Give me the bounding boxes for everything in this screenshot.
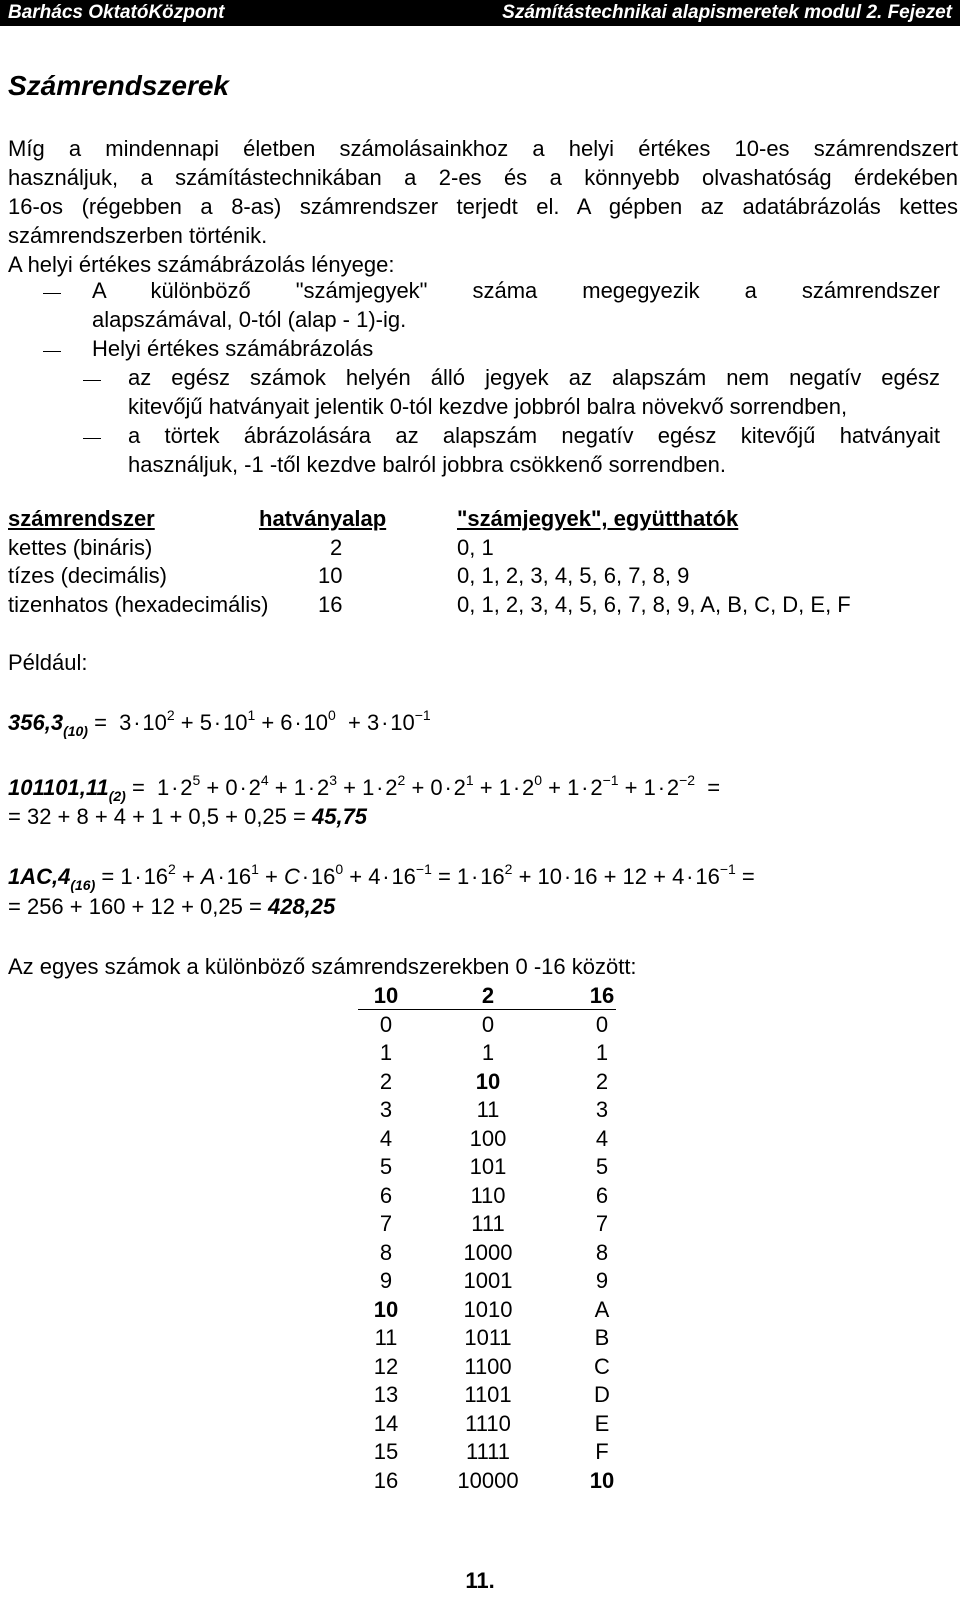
example-2-result-line <box>8 804 367 830</box>
conversion-cell: 1010 <box>463 1296 513 1322</box>
conversion-header-rule <box>358 1009 616 1010</box>
conversion-cell: 12 <box>373 1353 399 1379</box>
example-1-number: 356,3 <box>8 710 64 735</box>
example-1-base: (10) <box>63 723 88 739</box>
example-3-result: 428,25 <box>267 894 336 919</box>
systems-header: számrendszer <box>8 506 155 531</box>
page-header <box>0 0 960 26</box>
bullet-2b-line1: a törtek ábrázolására az alapszám negatív egész kitevőjű hatványait <box>128 423 940 448</box>
conversion-cell: 100 <box>469 1125 507 1151</box>
page-title: Számrendszerek <box>8 70 230 101</box>
conversion-cell: F <box>595 1439 609 1464</box>
conversion-cell: 6 <box>595 1182 609 1208</box>
conversion-cell: 1 <box>595 1040 609 1065</box>
conversion-cell: 14 <box>373 1410 399 1436</box>
conversion-cell: 6 <box>379 1182 393 1208</box>
conversion-cell: 0 <box>379 1011 393 1037</box>
conversion-cell: 1 <box>379 1040 393 1065</box>
systems-cell: 16 <box>318 592 343 617</box>
bullet-dash <box>83 380 101 381</box>
systems-header: "számjegyek", együtthatók <box>457 506 739 531</box>
intro-line: 16-os (régebben a 8-as) számrendszer terjedt el. A gépben az adatábrázolás kettes <box>8 194 958 219</box>
intro-line: használjuk, a számítástechnikában a 2-es és a könnyebb olvashatóság érdekében <box>8 165 958 190</box>
conversion-cell: 0 <box>595 1011 609 1037</box>
conversion-cell: 1 <box>481 1040 495 1065</box>
page-number: 11. <box>465 1568 495 1593</box>
conversion-header: 16 <box>589 983 615 1008</box>
conversion-cell: 1000 <box>463 1239 513 1265</box>
conversion-cell: 10 <box>475 1068 501 1094</box>
intro-paragraph <box>8 134 958 279</box>
conversion-cell: 8 <box>595 1239 609 1265</box>
systems-cell: 10 <box>318 563 343 588</box>
systems-cell: tizenhatos (hexadecimális) <box>8 592 269 617</box>
example-2-result: 45,75 <box>311 804 368 829</box>
conversion-cell: 4 <box>379 1125 393 1151</box>
conversion-cell: 101 <box>469 1154 507 1179</box>
bullet-1-line1: A különböző "számjegyek" száma megegyezik a számrendszer <box>92 278 940 303</box>
intro-line: számrendszerben történik. <box>8 223 268 248</box>
conversion-cell: D <box>594 1382 610 1407</box>
example-3-number: 1AC,4 <box>8 864 71 889</box>
bullet-dash <box>43 293 61 294</box>
conversion-cell: E <box>594 1410 610 1436</box>
intro-line: Míg a mindennapi életben számolásainkhoz a helyi értékes 10-es számrendszert <box>8 136 958 161</box>
conversion-header: 10 <box>373 983 399 1008</box>
systems-cell: 0, 1, 2, 3, 4, 5, 6, 7, 8, 9 <box>457 563 690 588</box>
conversion-cell: 1111 <box>465 1439 511 1464</box>
conversion-cell: A <box>594 1296 610 1322</box>
bullet-1-line2: alapszámával, 0-tól (alap - 1)-ig. <box>92 307 407 332</box>
intro-line: A helyi értékes számábrázolás lényege: <box>8 252 395 277</box>
example-3: $1AC,4_{(16)} = 1$ · $16^2 + A$ · $16^1 + C$ · $16^0 + 4$ · $16^{-1} = 1$ · $16^2 + 10$ · 16 + 12 + 4 · $16^{-1}$ = <box>8 861 755 893</box>
conversion-cell: 15 <box>373 1439 399 1464</box>
conversion-cell: 10 <box>589 1467 615 1493</box>
examples-label: Például: <box>8 650 88 675</box>
example-3-base: (16) <box>70 877 96 893</box>
conversion-cell: 4 <box>595 1125 609 1151</box>
conversion-cell: 7 <box>379 1211 393 1236</box>
conversion-cell: 111 <box>471 1211 505 1236</box>
conversion-cell: 3 <box>595 1097 609 1122</box>
conversion-cell: 13 <box>373 1382 399 1407</box>
example-2-result-prefix: = 32 + 8 + 4 + 1 + 0,5 + 0,25 = <box>8 804 312 829</box>
bullet-dash <box>83 438 101 439</box>
conversion-cell: 2 <box>595 1068 609 1094</box>
conversion-cell: B <box>594 1325 610 1350</box>
systems-cell: 0, 1, 2, 3, 4, 5, 6, 7, 8, 9, A, B, C, D, E, F <box>457 592 851 617</box>
conversion-cell: 1011 <box>464 1325 512 1350</box>
bullet-2: Helyi értékes számábrázolás <box>92 336 374 361</box>
conversion-cell: 2 <box>379 1068 393 1094</box>
example-1: $356,3_{(10)} = 3$ · $10^2 + 5$ · $10^1 + 6$ · $10^0 + 3$ · $10^{-1}$ <box>8 707 431 739</box>
conversion-cell: 10000 <box>457 1467 519 1493</box>
bullet-2a-line1: az egész számok helyén álló jegyek az alapszám nem negatív egész <box>128 365 940 390</box>
conversion-cell: 0 <box>481 1011 495 1037</box>
conversion-cell: 1100 <box>464 1353 512 1379</box>
conversion-cell: 1001 <box>463 1268 513 1293</box>
conversion-cell: 9 <box>379 1268 393 1293</box>
bullet-2a-line2: kitevőjű hatványait jelentik 0-tól kezdve jobbról balra növekvő sorrendben, <box>128 394 848 419</box>
conversion-cell: 8 <box>379 1239 393 1265</box>
conversion-cell: 10 <box>373 1296 399 1322</box>
example-2-base: (2) <box>108 788 126 804</box>
conversion-cell: 1101 <box>464 1382 512 1407</box>
header-left: Barhács OktatóKözpont <box>8 2 225 23</box>
conversion-cell: C <box>594 1353 610 1379</box>
conversion-cell: 16 <box>373 1467 399 1493</box>
conversion-caption: Az egyes számok a különböző számrendszerekben 0 -16 között: <box>8 954 637 979</box>
conversion-cell: 1110 <box>465 1410 511 1436</box>
conversion-cell: 9 <box>595 1268 609 1293</box>
conversion-cell: 7 <box>595 1211 609 1236</box>
conversion-cell: 110 <box>470 1182 506 1208</box>
systems-cell: tízes (decimális) <box>8 563 167 588</box>
bullet-dash <box>43 351 61 352</box>
systems-cell: 2 <box>330 535 343 560</box>
example-2-number: 101101,11 <box>8 775 109 800</box>
header-right: Számítástechnikai alapismeretek modul 2. Fejezet <box>502 2 952 23</box>
example-3-result-line <box>8 894 335 920</box>
conversion-cell: 3 <box>379 1097 393 1122</box>
conversion-cell: 5 <box>595 1154 609 1179</box>
example-2: $101101,11_{(2)} = 1$ · $2^5 + 0$ · $2^4 + 1$ · $2^3 + 1$ · $2^2 + 0$ · $2^1 + 1$ · $2^0 + 1$ · $2^{-1} + 1$ · $2^{-2}$ = <box>8 772 721 804</box>
systems-cell: 0, 1 <box>457 535 494 560</box>
conversion-cell: 5 <box>379 1154 393 1179</box>
systems-header: hatványalap <box>259 506 387 531</box>
systems-cell: kettes (bináris) <box>8 535 153 560</box>
conversion-header: 2 <box>481 983 495 1008</box>
example-3-result-prefix: = 256 + 160 + 12 + 0,25 = <box>8 894 268 919</box>
bullet-2b-line2: használjuk, -1 -től kezdve balról jobbra csökkenő sorrendben. <box>128 452 726 477</box>
conversion-cell: 11 <box>476 1097 500 1122</box>
conversion-cell: 11 <box>374 1325 398 1350</box>
